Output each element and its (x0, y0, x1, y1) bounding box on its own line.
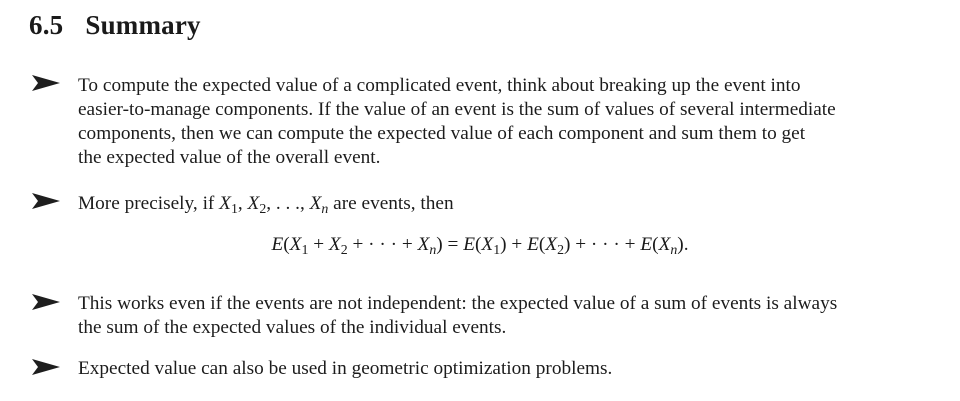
arrowhead-bullet-icon (32, 193, 66, 213)
text-line: easier-to-manage components. If the value of an event is the sum of values of several intermediate (78, 99, 836, 120)
variable-list: $X_1$, $X_2$, . . ., $X_n$ (219, 193, 329, 217)
section-title: Summary (85, 10, 201, 40)
intro-prefix: More precisely, if (78, 193, 220, 214)
section-number: 6.5 (29, 10, 64, 40)
bullet-text (78, 292, 944, 340)
text-line: components, then we can compute the expected value of each component and sum them to get (78, 123, 806, 144)
bullet-text (78, 74, 944, 170)
text-line: the sum of the expected values of the individual events. (78, 317, 507, 338)
arrowhead-bullet-icon (32, 294, 66, 314)
text-line (78, 192, 944, 216)
section-heading (29, 10, 201, 41)
arrowhead-bullet-icon (32, 75, 66, 95)
bullet-text (78, 192, 944, 216)
display-equation: $E(X_1 + X_2$ + · · · + $X_n) = E(X_1) + E(X_2)$ + · · · + $E(X_n)$. (271, 234, 689, 258)
text-line: the expected value of the overall event. (78, 147, 381, 168)
arrowhead-bullet-icon (32, 359, 66, 379)
bullet-text (78, 357, 944, 381)
intro-suffix: are events, then (328, 193, 454, 214)
text-line: This works even if the events are not independent: the expected value of a sum of events is always (78, 293, 838, 314)
text-line: To compute the expected value of a complicated event, think about breaking up the event into (78, 75, 801, 96)
text-line: Expected value can also be used in geometric optimization problems. (78, 358, 613, 379)
